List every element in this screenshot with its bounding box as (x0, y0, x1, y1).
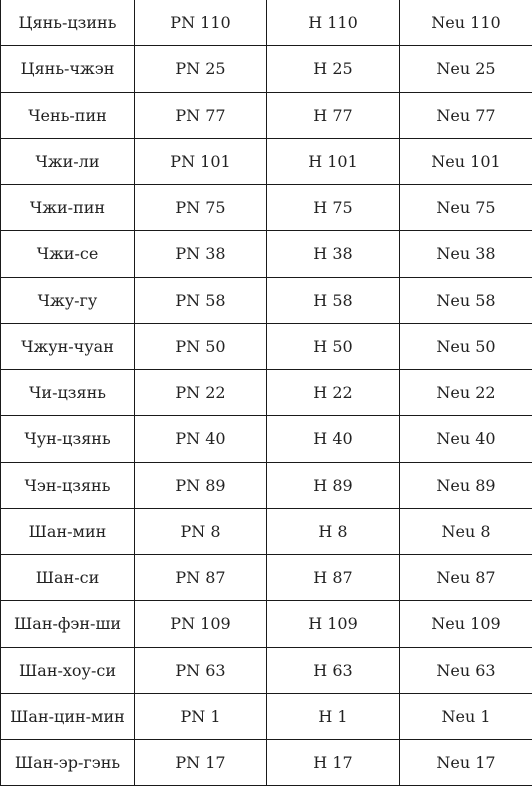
point-name-cell: Шан-фэн-ши (1, 601, 135, 647)
neu-code-cell: Neu 25 (400, 46, 532, 92)
pn-code-cell: PN 63 (135, 647, 267, 693)
table-row (1, 416, 532, 462)
pn-code-cell: PN 89 (135, 462, 267, 508)
pn-code-cell: PN 75 (135, 185, 267, 231)
h-code-cell: H 77 (267, 92, 400, 138)
h-code-cell: H 17 (267, 740, 400, 786)
table-row (1, 693, 532, 739)
point-name-cell: Цянь-цзинь (1, 0, 135, 46)
point-name-cell: Чжи-се (1, 231, 135, 277)
pn-code-cell: PN 8 (135, 508, 267, 554)
point-name-cell: Шан-хоу-си (1, 647, 135, 693)
table-row (1, 46, 532, 92)
neu-code-cell: Neu 109 (400, 601, 532, 647)
neu-code-cell: Neu 75 (400, 185, 532, 231)
neu-code-cell: Neu 63 (400, 647, 532, 693)
neu-code-cell: Neu 87 (400, 555, 532, 601)
h-code-cell: H 63 (267, 647, 400, 693)
point-name-cell: Шан-цин-мин (1, 693, 135, 739)
point-name-cell: Чжи-ли (1, 138, 135, 184)
h-code-cell: H 75 (267, 185, 400, 231)
pn-code-cell: PN 101 (135, 138, 267, 184)
pn-code-cell: PN 38 (135, 231, 267, 277)
table-row (1, 601, 532, 647)
pn-code-cell: PN 22 (135, 370, 267, 416)
pn-code-cell: PN 17 (135, 740, 267, 786)
point-name-cell: Чень-пин (1, 92, 135, 138)
neu-code-cell: Neu 22 (400, 370, 532, 416)
point-name-cell: Чжу-гу (1, 277, 135, 323)
pn-code-cell: PN 50 (135, 323, 267, 369)
table-row (1, 185, 532, 231)
h-code-cell: H 58 (267, 277, 400, 323)
neu-code-cell: Neu 8 (400, 508, 532, 554)
neu-code-cell: Neu 40 (400, 416, 532, 462)
h-code-cell: H 1 (267, 693, 400, 739)
pn-code-cell: PN 40 (135, 416, 267, 462)
point-name-cell: Шан-эр-гэнь (1, 740, 135, 786)
table-row (1, 323, 532, 369)
table-row (1, 555, 532, 601)
neu-code-cell: Neu 89 (400, 462, 532, 508)
table-row (1, 277, 532, 323)
table-row (1, 508, 532, 554)
h-code-cell: H 40 (267, 416, 400, 462)
neu-code-cell: Neu 17 (400, 740, 532, 786)
neu-code-cell: Neu 50 (400, 323, 532, 369)
pn-code-cell: PN 58 (135, 277, 267, 323)
h-code-cell: H 50 (267, 323, 400, 369)
table-row (1, 462, 532, 508)
h-code-cell: H 38 (267, 231, 400, 277)
table-row (1, 647, 532, 693)
h-code-cell: H 101 (267, 138, 400, 184)
pn-code-cell: PN 87 (135, 555, 267, 601)
point-name-cell: Чэн-цзянь (1, 462, 135, 508)
point-name-cell: Чун-цзянь (1, 416, 135, 462)
table-row (1, 0, 532, 46)
h-code-cell: H 22 (267, 370, 400, 416)
pn-code-cell: PN 25 (135, 46, 267, 92)
pn-code-cell: PN 1 (135, 693, 267, 739)
table-body (1, 0, 532, 786)
neu-code-cell: Neu 77 (400, 92, 532, 138)
h-code-cell: H 110 (267, 0, 400, 46)
table-row (1, 231, 532, 277)
point-name-cell: Чи-цзянь (1, 370, 135, 416)
h-code-cell: H 87 (267, 555, 400, 601)
h-code-cell: H 8 (267, 508, 400, 554)
point-name-cell: Чжи-пин (1, 185, 135, 231)
pn-code-cell: PN 109 (135, 601, 267, 647)
h-code-cell: H 25 (267, 46, 400, 92)
pn-code-cell: PN 77 (135, 92, 267, 138)
point-name-cell: Шан-мин (1, 508, 135, 554)
table-row (1, 92, 532, 138)
h-code-cell: H 109 (267, 601, 400, 647)
neu-code-cell: Neu 1 (400, 693, 532, 739)
point-name-cell: Шан-си (1, 555, 135, 601)
neu-code-cell: Neu 58 (400, 277, 532, 323)
point-name-cell: Чжун-чуан (1, 323, 135, 369)
pn-code-cell: PN 110 (135, 0, 267, 46)
point-name-cell: Цянь-чжэн (1, 46, 135, 92)
table-row (1, 740, 532, 786)
table-row (1, 138, 532, 184)
neu-code-cell: Neu 101 (400, 138, 532, 184)
table-row (1, 370, 532, 416)
h-code-cell: H 89 (267, 462, 400, 508)
neu-code-cell: Neu 38 (400, 231, 532, 277)
neu-code-cell: Neu 110 (400, 0, 532, 46)
